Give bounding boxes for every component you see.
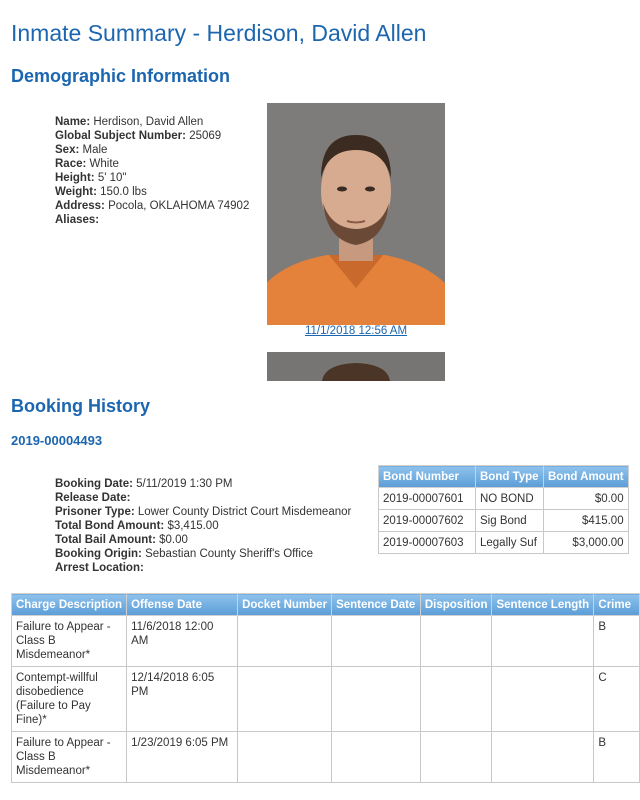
bond-row bbox=[379, 532, 629, 554]
charge-row bbox=[12, 732, 640, 783]
total-bail-value: $0.00 bbox=[159, 534, 188, 546]
booking-origin-label: Booking Origin: bbox=[55, 548, 142, 560]
total-bond-row bbox=[55, 519, 351, 533]
charge-row bbox=[12, 667, 640, 732]
bond-number-header[interactable]: Bond Number bbox=[379, 466, 476, 488]
offense-date-header[interactable]: Offense Date bbox=[127, 594, 238, 616]
booking-date-row bbox=[55, 477, 351, 491]
disposition-cell bbox=[420, 667, 492, 732]
bond-amount-cell: $0.00 bbox=[544, 488, 629, 510]
sex-row bbox=[55, 143, 249, 157]
name-row bbox=[55, 115, 249, 129]
prisoner-type-label: Prisoner Type: bbox=[55, 506, 135, 518]
height-label: Height: bbox=[55, 172, 95, 184]
bond-table bbox=[378, 465, 629, 554]
crime-class-cell: C bbox=[594, 667, 640, 732]
sentence-date-cell bbox=[332, 616, 421, 667]
second-photo-illustration bbox=[267, 352, 445, 381]
offense-date-cell: 11/6/2018 12:00 AM bbox=[127, 616, 238, 667]
height-row bbox=[55, 171, 249, 185]
total-bond-label: Total Bond Amount: bbox=[55, 520, 165, 532]
total-bail-label: Total Bail Amount: bbox=[55, 534, 156, 546]
race-value: White bbox=[89, 158, 119, 170]
page-title: Inmate Summary - Herdison, David Allen bbox=[11, 20, 427, 46]
booking-history-title: Booking History bbox=[11, 396, 151, 416]
subject-number-label: Global Subject Number: bbox=[55, 130, 186, 142]
booking-info bbox=[55, 477, 351, 575]
address-row bbox=[55, 199, 249, 213]
sentence-length-cell bbox=[492, 732, 594, 783]
sentence-date-cell bbox=[332, 732, 421, 783]
bond-type-cell: Sig Bond bbox=[476, 510, 544, 532]
bond-number-cell: 2019-00007602 bbox=[379, 510, 476, 532]
bond-type-cell: NO BOND bbox=[476, 488, 544, 510]
docket-number-cell bbox=[238, 732, 332, 783]
bond-amount-cell: $3,000.00 bbox=[544, 532, 629, 554]
address-label: Address: bbox=[55, 200, 105, 212]
total-bail-row bbox=[55, 533, 351, 547]
charge-description-cell: Contempt-willful disobedience (Failure to Pay Fine)* bbox=[12, 667, 127, 732]
weight-value: 150.0 lbs bbox=[100, 186, 147, 198]
release-date-label: Release Date: bbox=[55, 492, 131, 504]
weight-label: Weight: bbox=[55, 186, 97, 198]
bond-type-header[interactable]: Bond Type bbox=[476, 466, 544, 488]
crime-class-cell: B bbox=[594, 616, 640, 667]
docket-number-cell bbox=[238, 667, 332, 732]
mugshot-photo bbox=[267, 103, 445, 325]
name-value: Herdison, David Allen bbox=[93, 116, 204, 128]
booking-origin-row bbox=[55, 547, 351, 561]
charge-description-cell: Failure to Appear - Class B Misdemeanor* bbox=[12, 732, 127, 783]
demographic-info bbox=[55, 115, 249, 227]
disposition-cell bbox=[420, 616, 492, 667]
release-date-row bbox=[55, 491, 351, 505]
bond-number-cell: 2019-00007601 bbox=[379, 488, 476, 510]
arrest-location-row bbox=[55, 561, 351, 575]
bond-table-header bbox=[379, 466, 629, 488]
subject-number-value: 25069 bbox=[189, 130, 222, 142]
offense-date-cell: 1/23/2019 6:05 PM bbox=[127, 732, 238, 783]
charge-table-header bbox=[12, 594, 640, 616]
crime-class-header[interactable]: Crime bbox=[594, 594, 640, 616]
prisoner-type-value: Lower County District Court Misdemeanor bbox=[137, 506, 352, 518]
charge-description-header[interactable]: Charge Description bbox=[12, 594, 127, 616]
sentence-date-cell bbox=[332, 667, 421, 732]
name-label: Name: bbox=[55, 116, 91, 128]
bond-amount-cell: $415.00 bbox=[544, 510, 629, 532]
prisoner-type-row bbox=[55, 505, 351, 519]
second-photo-thumbnail[interactable] bbox=[267, 352, 445, 381]
bond-type-cell: Legally Suf bbox=[476, 532, 544, 554]
subject-number-row bbox=[55, 129, 249, 143]
bond-number-cell: 2019-00007603 bbox=[379, 532, 476, 554]
aliases-row bbox=[55, 213, 249, 227]
charge-row bbox=[12, 616, 640, 667]
sex-label: Sex: bbox=[55, 144, 80, 156]
photo-date-link[interactable]: 11/1/2018 12:56 AM bbox=[304, 325, 408, 337]
demographic-section-title: Demographic Information bbox=[11, 66, 231, 86]
booking-origin-value: Sebastian County Sheriff's Office bbox=[145, 548, 314, 560]
sentence-length-cell bbox=[492, 616, 594, 667]
mugshot-illustration bbox=[267, 103, 445, 325]
disposition-cell bbox=[420, 732, 492, 783]
charge-description-cell: Failure to Appear - Class B Misdemeanor* bbox=[12, 616, 127, 667]
arrest-location-label: Arrest Location: bbox=[55, 562, 144, 574]
booking-date-label: Booking Date: bbox=[55, 478, 133, 490]
sentence-length-cell bbox=[492, 667, 594, 732]
total-bond-value: $3,415.00 bbox=[167, 520, 219, 532]
weight-row bbox=[55, 185, 249, 199]
crime-class-cell: B bbox=[594, 732, 640, 783]
sentence-date-header[interactable]: Sentence Date bbox=[332, 594, 421, 616]
sex-value: Male bbox=[82, 144, 108, 156]
disposition-header[interactable]: Disposition bbox=[420, 594, 492, 616]
bond-row bbox=[379, 510, 629, 532]
bond-row bbox=[379, 488, 629, 510]
sentence-length-header[interactable]: Sentence Length bbox=[492, 594, 594, 616]
offense-date-cell: 12/14/2018 6:05 PM bbox=[127, 667, 238, 732]
race-label: Race: bbox=[55, 158, 87, 170]
bond-amount-header[interactable]: Bond Amount bbox=[544, 466, 629, 488]
aliases-label: Aliases: bbox=[55, 214, 100, 226]
booking-date-value: 5/11/2019 1:30 PM bbox=[136, 478, 233, 490]
docket-number-header[interactable]: Docket Number bbox=[238, 594, 332, 616]
race-row bbox=[55, 157, 249, 171]
booking-number: 2019-00004493 bbox=[11, 433, 103, 448]
address-value: Pocola, OKLAHOMA 74902 bbox=[108, 200, 250, 212]
height-value: 5' 10" bbox=[97, 172, 127, 184]
charge-table bbox=[11, 593, 640, 783]
docket-number-cell bbox=[238, 616, 332, 667]
